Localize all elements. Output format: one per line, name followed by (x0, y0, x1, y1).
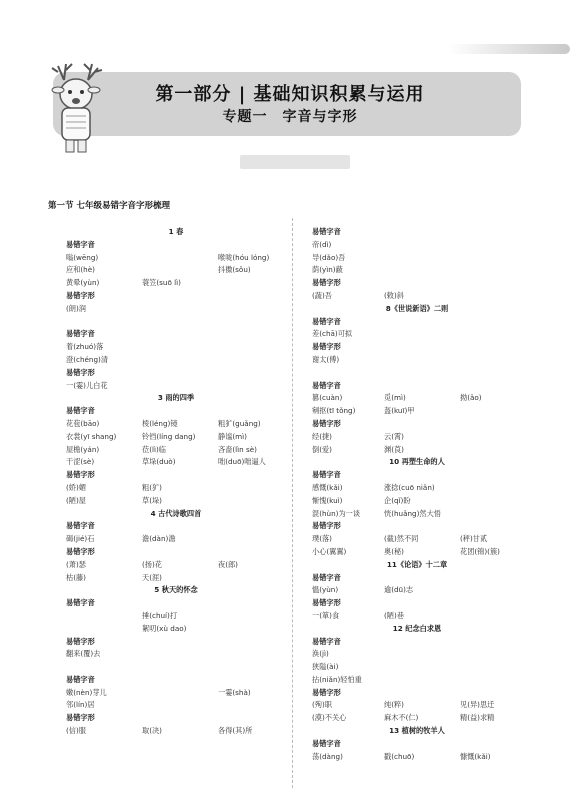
word-entry: 狭隘(ài) (312, 662, 339, 672)
entry-row (66, 431, 286, 444)
word-entry: 混(hùn)为一谈 (312, 508, 361, 518)
word-entry: 感慨(kǎi) (312, 482, 343, 492)
word-entry: 衣裳(yī shang) (66, 431, 117, 441)
category-label: 易错字形 (312, 418, 341, 428)
entry-row (312, 674, 522, 687)
word-entry: 碣(jié)石 (66, 534, 95, 544)
entry-row (312, 546, 522, 559)
word-entry: 慷慨(kǎi) (460, 751, 491, 761)
word-entry: 干涩(sè) (66, 457, 95, 467)
word-entry: 澹(dàn)澹 (142, 534, 176, 544)
word-entry: 见(异)思迁 (460, 700, 495, 710)
word-entry: 企(qǐ)盼 (384, 495, 411, 505)
word-entry: (殉)职 (312, 700, 332, 710)
entry-row (312, 444, 522, 457)
word-entry: (朗)润 (66, 303, 86, 313)
word-entry: 帝(dì) (312, 239, 332, 249)
entry-row (312, 290, 522, 303)
word-entry: 咄(duō)咄逼人 (218, 457, 266, 467)
category-label: 易错字音 (312, 316, 341, 326)
entry-row (66, 456, 286, 469)
word-entry: (信)服 (66, 726, 86, 736)
entry-row (66, 533, 286, 546)
word-entry: (敕)斜 (384, 290, 404, 300)
category-label: 易错字音 (66, 329, 95, 339)
word-entry: 草垛(duò) (142, 457, 176, 467)
word-entry: 盔(kuī)甲 (384, 406, 415, 416)
word-entry: 喉咙(hóu lóng) (218, 252, 270, 262)
category-label: 易错字形 (312, 687, 341, 697)
word-entry: 惭愧(kuì) (312, 495, 343, 505)
entry-row (312, 712, 522, 725)
category-label: 易错字形 (312, 598, 341, 608)
entry-row (312, 610, 522, 623)
word-entry: (漠)不关心 (312, 713, 347, 723)
word-entry: 抖擞(sǒu) (218, 265, 251, 275)
entry-row (312, 533, 522, 546)
word-entry: 剜抠(tī tǒng) (312, 406, 356, 416)
word-entry: 荡(dàng) (312, 751, 343, 761)
entry-row (66, 495, 286, 508)
entry-row (312, 252, 522, 265)
page-title: 第一部分 | 基础知识积累与运用 (155, 84, 425, 105)
word-entry: 天(涯) (142, 572, 162, 582)
category-label: 易错字音 (66, 674, 95, 684)
entry-row (312, 392, 522, 405)
entry-row (66, 354, 286, 367)
word-entry: 絮叨(xù dao) (142, 623, 187, 633)
entry-row (312, 482, 522, 495)
category-label: 易错字形 (66, 470, 95, 480)
entry-row (66, 572, 286, 585)
entry-row (66, 277, 286, 290)
column-divider (292, 218, 293, 788)
word-entry: 云(霄) (384, 431, 404, 441)
entry-row (312, 508, 522, 521)
lesson-title: 13 植树的牧羊人 (389, 726, 445, 736)
category-label: 易错字形 (312, 521, 341, 531)
entry-row (66, 341, 286, 354)
category-label: 易错字形 (66, 713, 95, 723)
category-label: 易错字音 (312, 572, 341, 582)
word-entry: (扬)花 (142, 559, 162, 569)
word-entry: 夜(郎) (218, 559, 238, 569)
entry-row (66, 303, 286, 316)
spacer (66, 316, 286, 329)
word-entry: (娇)媚 (66, 482, 86, 492)
entry-row (66, 444, 286, 457)
category-label: 易错字音 (312, 738, 341, 748)
word-entry: 屋檐(yán) (66, 444, 100, 454)
entry-row (312, 264, 522, 277)
category-label: 易错字音 (66, 239, 95, 249)
word-entry: 恍(huǎng)然大悟 (384, 508, 441, 518)
category-label: 易错字音 (312, 380, 341, 390)
word-entry: 倒(爱) (312, 444, 332, 454)
word-entry: 草(垛) (142, 495, 162, 505)
word-entry: 渊(莨) (384, 444, 404, 454)
category-label: 易错字音 (312, 227, 341, 236)
word-entry: (秤)甘贰 (460, 534, 488, 544)
entry-row (312, 431, 522, 444)
word-entry: 莅(lì)临 (142, 444, 166, 454)
entry-row (66, 252, 286, 265)
word-entry: 铃铛(líng dang) (142, 431, 196, 441)
category-label: 易错字音 (312, 636, 341, 646)
word-entry: (陋)屋 (66, 495, 86, 505)
category-label: 易错字形 (312, 342, 341, 352)
lesson-title: 3 雨的四季 (157, 393, 195, 403)
word-entry: 蓑笠(suō lì) (142, 278, 181, 288)
word-entry: 愠(yùn) (312, 585, 339, 595)
entry-row (312, 239, 522, 252)
word-entry: 拗(ǎo) (460, 393, 482, 403)
word-entry: 一(箪)食 (312, 610, 340, 620)
word-entry: (截)然不同 (384, 534, 419, 544)
word-entry: 璞(落) (312, 534, 332, 544)
word-entry: 花苞(bāo) (66, 418, 100, 428)
lesson-title: 1 春 (168, 227, 184, 236)
category-label: 易错字音 (66, 598, 95, 608)
entry-row (312, 661, 522, 674)
spacer (66, 661, 286, 674)
lesson-title: 4 古代诗歌四首 (150, 508, 202, 518)
decorative-bar (448, 44, 570, 54)
word-entry: 静谧(mì) (218, 431, 247, 441)
entry-row (312, 354, 522, 367)
word-entry: 着(zhuó)落 (66, 342, 104, 352)
word-entry: (萧)瑟 (66, 559, 86, 569)
entry-row (66, 623, 286, 636)
word-entry: 嫩(nèn)芽儿 (66, 687, 107, 697)
entry-row (312, 495, 522, 508)
category-label: 易错字形 (66, 290, 95, 300)
word-entry: 导(dǎo)吾 (312, 252, 346, 262)
word-entry: 一(霎)儿白花 (66, 380, 108, 390)
word-entry: 经(捷) (312, 431, 332, 441)
spacer (312, 367, 522, 380)
entry-row (66, 687, 286, 700)
word-entry: 精(益)求精 (460, 713, 495, 723)
word-entry: (蔬)吾 (312, 290, 332, 300)
section-heading: 第一节 七年级易错字音字形梳理 (48, 201, 170, 211)
right-column (312, 226, 522, 763)
word-entry: 取(决) (142, 726, 162, 736)
lesson-title: 8《世说新语》二则 (385, 303, 449, 313)
entry-row (312, 328, 522, 341)
word-entry: 小心(翼翼) (312, 546, 347, 556)
word-entry: 差(chā)可拟 (312, 329, 353, 339)
entry-row (66, 559, 286, 572)
entry-row (66, 380, 286, 393)
deer-mascot-icon (44, 58, 114, 158)
entry-row (312, 405, 522, 418)
category-label: 易错字形 (66, 367, 95, 377)
word-entry: 应和(hè) (66, 265, 95, 275)
page-subtitle: 专题一 字音与字形 (222, 109, 358, 125)
word-entry: 花团(锦)(簇) (460, 546, 500, 556)
word-entry: 戳(chuō) (384, 751, 415, 761)
category-label: 易错字音 (312, 470, 341, 480)
word-entry: 吝啬(lìn sè) (218, 444, 257, 454)
word-entry: 粗(犷) (142, 482, 162, 492)
entry-row (312, 699, 522, 712)
category-label: 易错字音 (66, 521, 95, 531)
entry-row (66, 699, 286, 712)
entry-row (66, 648, 286, 661)
word-entry: 麻木不(仁) (384, 713, 419, 723)
entry-row (66, 482, 286, 495)
word-entry: 涨捻(cuō niǎn) (384, 482, 435, 492)
word-entry: 棱(léng)镜 (142, 418, 178, 428)
word-entry: (陋)巷 (384, 610, 404, 620)
entry-row (312, 584, 522, 597)
entry-row (66, 725, 286, 738)
word-entry: 枯(藤) (66, 572, 86, 582)
word-entry: 纯(粹) (384, 700, 404, 710)
scan-smudge (240, 155, 350, 169)
entry-row (312, 751, 522, 764)
lesson-title: 10 再塑生命的人 (389, 457, 445, 467)
word-entry: 涣(jì) (312, 649, 329, 659)
entry-row (312, 648, 522, 661)
word-entry: 谢太(傅) (312, 354, 340, 364)
word-entry: 觅(mì) (384, 393, 406, 403)
word-entry: 嗡(wēng) (66, 252, 99, 262)
entry-row (66, 264, 286, 277)
category-label: 易错字形 (312, 278, 341, 288)
word-entry: 粗犷(guǎng) (218, 418, 261, 428)
entry-row (66, 610, 286, 623)
word-entry: 黄晕(yùn) (66, 278, 100, 288)
word-entry: 奥(秘) (384, 546, 404, 556)
word-entry: 逾(dū)志 (384, 585, 414, 595)
word-entry: 荫(yìn)蔽 (312, 265, 343, 275)
category-label: 易错字形 (66, 636, 95, 646)
word-entry: 翻来(覆)去 (66, 649, 101, 659)
word-entry: 拈(niǎn)轻怕重 (312, 674, 362, 684)
lesson-title: 12 纪念白求恩 (392, 623, 442, 633)
word-entry: 澄(chéng)清 (66, 354, 109, 364)
word-entry: 捶(chuí)打 (142, 610, 178, 620)
word-entry: 邻(lín)居 (66, 700, 95, 710)
left-column (66, 226, 286, 738)
category-label: 易错字形 (66, 546, 95, 556)
lesson-title: 5 秋天的怀念 (154, 585, 198, 595)
category-label: 易错字音 (66, 406, 95, 416)
word-entry: 各得(其)所 (218, 726, 253, 736)
word-entry: 篡(cuàn) (312, 393, 343, 403)
entry-row (66, 418, 286, 431)
lesson-title: 11《论语》十二章 (386, 559, 448, 569)
word-entry: 一霎(shà) (218, 687, 251, 697)
